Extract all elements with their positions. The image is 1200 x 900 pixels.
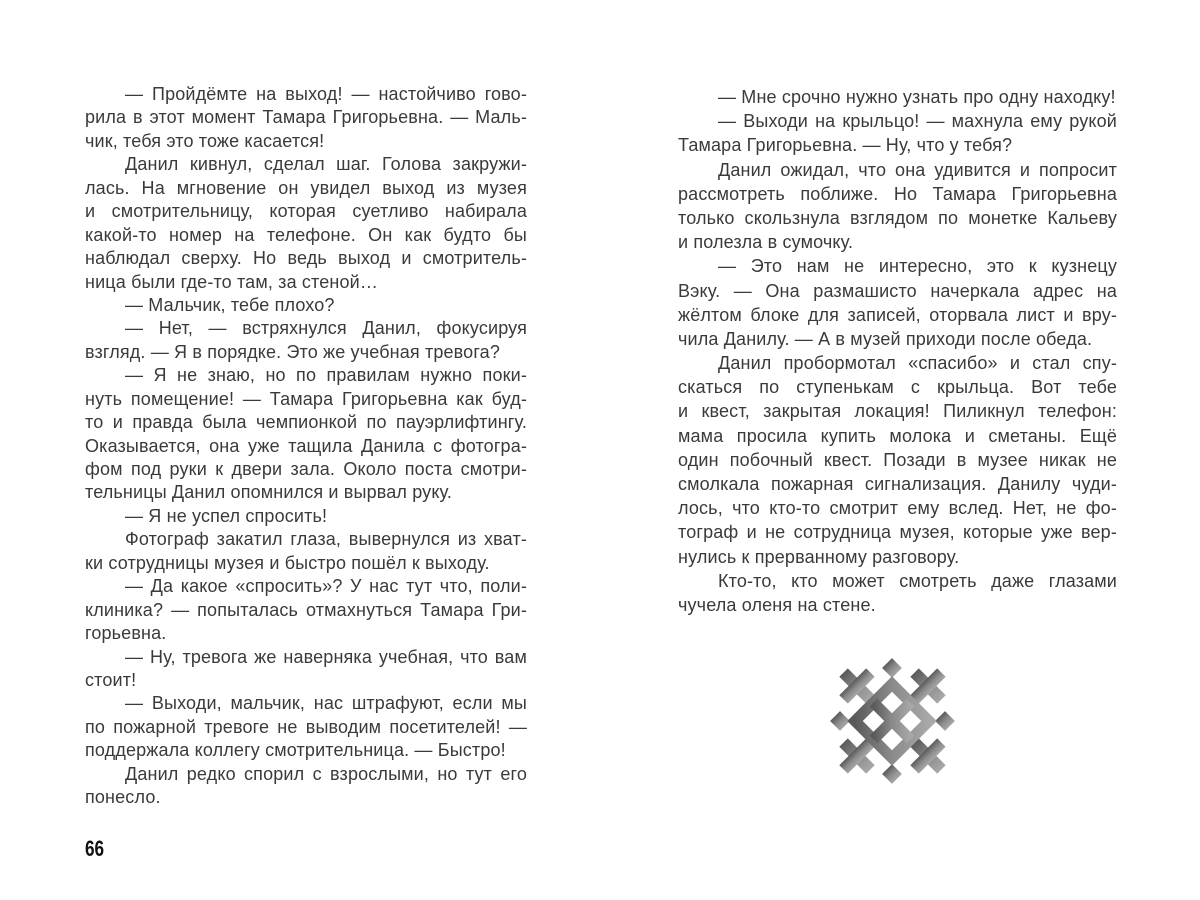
text-line: — Выходи, мальчик, нас штрафуют, если мы (125, 693, 527, 714)
text-line: тельницы Данил опомнился и вырвал руку. (85, 482, 453, 503)
text-line: ница были где-то там, за стеной… (85, 271, 378, 292)
text-line: и полезла в сумочку. (678, 232, 854, 253)
text-line: только скользнула взглядом по монетке Кальеву (678, 207, 1117, 228)
text-line: мама просила купить молока и сметаны. Ещё (678, 425, 1117, 446)
text-line: поддержала коллегу смотрительница. — Быстро! (85, 740, 506, 761)
text-line: Тамара Григорьевна. — Ну, что у тебя? (678, 135, 1013, 156)
text-line: Кто-то, кто может смотреть даже глазами (718, 570, 1117, 591)
text-line: — Мне срочно нужно узнать про одну находку! (718, 87, 1116, 107)
text-line: наблюдал сверху. Но ведь выход и смотритель- (85, 248, 527, 269)
text-line: чила Данилу. — А в музей приходи после обеда. (678, 328, 1093, 349)
text-line: Данил редко спорил с взрослыми, но тут его (125, 763, 527, 784)
text-line: тограф и не сотрудница музея, которые уже вер- (678, 522, 1117, 543)
text-line: жёлтом блоке для записей, оторвала лист и вру- (678, 304, 1117, 325)
text-line: Оказывается, она уже тащила Данила с фотогра- (85, 435, 527, 456)
text-line: понесло. (85, 787, 161, 808)
text-line: взгляд. — Я в порядке. Это же учебная тревога? (85, 341, 500, 362)
text-line: — Я не успел спросить! (125, 505, 328, 526)
text-line: — Выходи на крыльцо! — махнула ему рукой (718, 111, 1117, 132)
text-line: стоит! (85, 669, 137, 690)
text-line: клиника? — попыталась отмахнуться Тамара Гри- (85, 599, 527, 620)
cross-pattern-ornament-icon (825, 655, 965, 790)
text-line: то и правда была чемпионкой по пауэрлифтингу. (85, 412, 527, 433)
text-line: — Мальчик, тебе плохо? (125, 294, 335, 315)
text-line: фом под руки к двери зала. Около поста смотри- (85, 459, 527, 479)
right-page-text (678, 85, 1117, 617)
text-line: лось, что кто-то смотрит ему вслед. Нет, не фо- (678, 498, 1117, 519)
text-line: — Я не знаю, но по правилам нужно поки- (125, 365, 527, 386)
text-line: горьевна. (85, 623, 167, 644)
page-number: 66 (85, 836, 105, 861)
text-line: — Ну, тревога же наверняка учебная, что вам (125, 646, 527, 667)
text-line: ки сотрудницы музея и быстро пошёл к выходу. (85, 552, 490, 573)
text-line: нулись к прерванному разговору. (678, 546, 960, 567)
text-line: — Это нам не интересно, это к кузнецу (718, 256, 1117, 277)
text-line: лась. На мгновение он увидел выход из музея (85, 177, 527, 198)
text-line: чучела оленя на стене. (678, 594, 876, 615)
text-line: нуть помещение! — Тамара Григорьевна как буд- (85, 388, 527, 409)
text-line: — Да какое «спросить»? У нас тут что, поли- (125, 576, 527, 597)
left-page-text (85, 83, 527, 810)
text-line: Фотограф закатил глаза, вывернулся из хват- (125, 529, 527, 550)
text-line: какой-то номер на телефоне. Он как будто бы (85, 224, 527, 245)
text-line: Данил пробормотал «спасибо» и стал спу- (718, 353, 1117, 374)
text-line: рила в этот момент Тамара Григорьевна. — Маль- (85, 107, 527, 128)
text-line: — Пройдёмте на выход! — настойчиво гово- (125, 84, 527, 104)
text-line: Вэку. — Она размашисто начеркала адрес на (678, 280, 1117, 301)
text-line: скаться по ступенькам с крыльца. Вот тебе (678, 377, 1117, 398)
text-line: и смотрительницу, которая суетливо набирала (85, 201, 527, 222)
text-line: рассмотреть поближе. Но Тамара Григорьевна (678, 183, 1117, 204)
text-line: один побочный квест. Позади в музее никак не (678, 449, 1117, 470)
text-line: и квест, закрытая локация! Пиликнул телефон: (678, 401, 1117, 422)
text-line: Данил кивнул, сделал шаг. Голова закружи- (125, 154, 527, 175)
text-line: чик, тебя это тоже касается! (85, 130, 325, 151)
text-line: по пожарной тревоге не выводим посетителей! — (85, 716, 527, 737)
text-line: — Нет, — встряхнулся Данил, фокусируя (125, 318, 527, 339)
text-line: Данил ожидал, что она удивится и попросит (718, 159, 1117, 180)
text-line: смолкала пожарная сигнализация. Данилу чуди- (678, 474, 1117, 494)
